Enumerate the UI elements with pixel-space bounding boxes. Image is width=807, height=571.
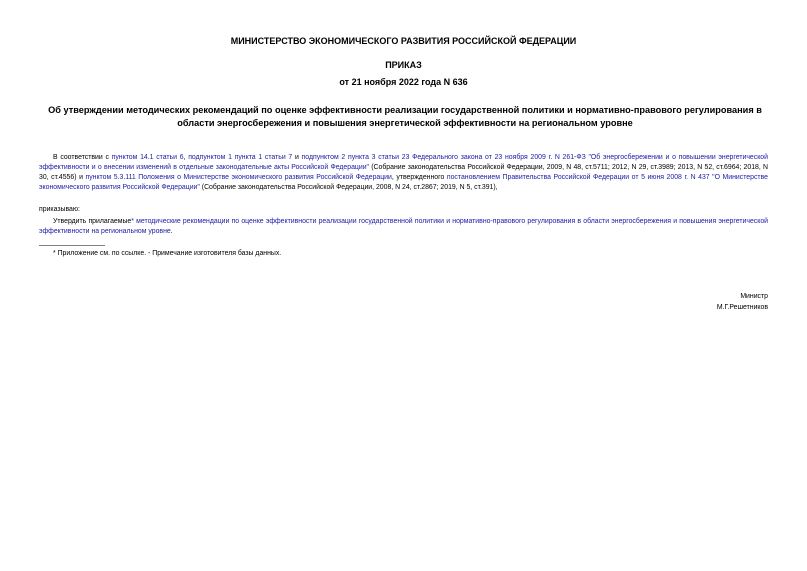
basis-text-1: В соответствии с [53,154,112,161]
link-clause-14-1-article-6[interactable]: пунктом 14.1 статьи 6 [111,154,184,161]
document-type: ПРИКАЗ [385,60,422,70]
basis-text-4: (Собрание законодательства Российской Федерации, 2009, N 48, ст.5711; 2012, N 29, ст.3989; 2013, N 52, ст.6964; 2018, N 30, ст.4556) и [39,164,768,181]
link-methodical-recommendations[interactable]: * методические рекомендации по оценке эффективности реализации государственной политики и нормативно-правового регулирования в области энергосбережения и повышения энергетической эффективности на региональном уровне [39,218,768,235]
basis-text-6: (Собрание законодательства Российской Федерации, 2008, N 24, ст.2867; 2019, N 5, ст.391), [199,184,498,191]
signature-block [717,291,768,313]
approve-text-1: Утвердить прилагаемые [53,218,132,225]
link-federal-law-261[interactable]: подпунктом 2 пункта 3 статьи 23 Федерального закона от 23 ноября 2009 г. N 261-ФЗ "Об энергосбережении и о повышении энергетической эффективности и о внесении изменений в отдельные законодательные акты Российской Федерации" [39,154,768,171]
footnote-text: * Приложение см. по ссылке. - Примечание изготовителя базы данных. [53,250,282,257]
ministry-heading: МИНИСТЕРСТВО ЭКОНОМИЧЕСКОГО РАЗВИТИЯ РОССИЙСКОЙ ФЕДЕРАЦИИ [230,36,577,46]
signature-name: М.Г.Решетников [716,304,768,311]
approve-paragraph [39,217,768,237]
signature-position: Министр [740,293,768,300]
order-word: приказываю: [39,206,80,213]
footnote-divider [39,245,105,246]
basis-text-5: , утвержденного [391,174,447,181]
document-title: Об утверждении методических рекомендаций по оценке эффективности реализации государственной политики и нормативно-правового регулирования в области энергосбережения и повышения энергетической эффективности на региональном уровне [48,105,762,128]
link-subclause-1-article-7[interactable]: подпунктом 1 пункта 1 статьи 7 [188,154,293,161]
document-date-number: от 21 ноября 2022 года N 636 [339,77,468,87]
basis-paragraph [39,153,768,193]
basis-text-3: и [292,154,302,161]
basis-text-2: , [183,154,189,161]
link-clause-5-3-111-regulation[interactable]: пунктом 5.3.111 Положения о Министерстве экономического развития Российской Федерации [85,174,392,181]
approve-text-2: . [170,228,173,235]
link-government-decree-437[interactable]: постановлением Правительства Российской Федерации от 5 июня 2008 г. N 437 "О Министерстве экономического развития Российской Федерации" [39,174,768,191]
